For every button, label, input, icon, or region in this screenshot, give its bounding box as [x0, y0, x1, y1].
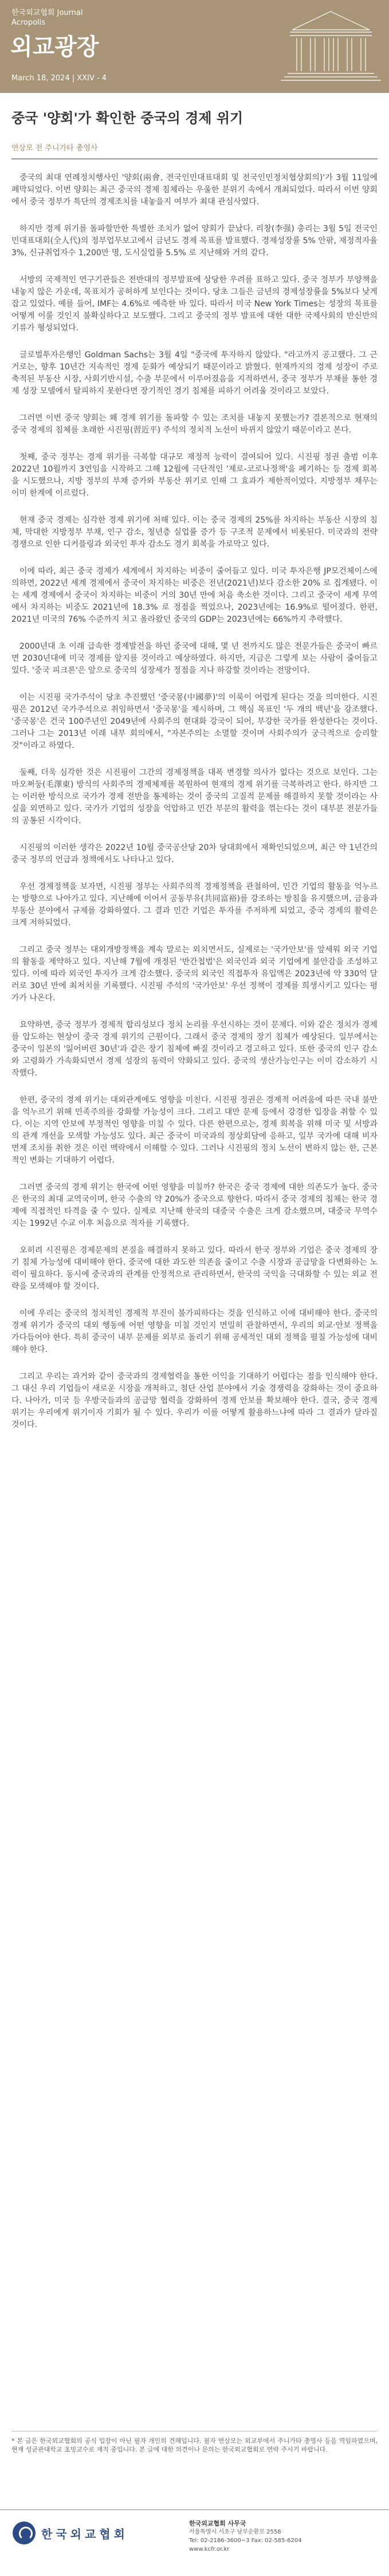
building-emblem-icon	[281, 7, 381, 87]
association-logo-icon	[13, 2522, 36, 2544]
title-divider	[11, 158, 378, 159]
footer-logo	[13, 2519, 144, 2547]
article-paragraph: 이에 따라, 최근 중국 경제가 세계에서 차지하는 비중이 줄어들고 있다. 미국 투자은행 JP모건체이스에 의하면, 2022년 세계 경제에서 중국이 차지하는 비중은 전년(2021년)보다 감소한 20% 로 집계됐다. 이는 세계 경제에서 중국이 차지하는 비중이 거의 30년 만에 처음 축소한 것이다. 그리고 중국이 세계 무역에서 차지하는 비중도 2021년에 18.3% 로 정점을 찍었으나, 2023년에는 16.9%로 떨어졌다. 한편, 2021년 미국의 76% 수준까지 치고 올라왔던 중국의 GDP는 2023년에는 66%까지 추락했다.	[11, 567, 378, 624]
kicker-line2: Acropolis	[11, 18, 46, 27]
article-body	[11, 172, 378, 1446]
author-byline: 연상모 전 주니가타 총영사	[11, 144, 98, 153]
article-paragraph: 그러면 중국의 경제 위기는 한국에 어떤 영향을 미칠까? 한국은 중국 경제에 대한 의존도가 높다. 중국은 한국의 최대 교역국이며, 한국 수출의 약 20%가 중국으로 향한다. 따라서 중국 경제의 침체는 한국 경제에 직접적인 타격을 줄 수 있다. 실제로 지난해 한국의 대중국 수출은 크게 감소했으며, 대중국 무역수지는 1992년 수교 이후 처음으로 적자를 기록했다.	[11, 1183, 378, 1228]
article-paragraph: 이에 우리는 중국의 정치적인 경제적 부진이 불가피하다는 것을 인식하고 이에 대비해야 한다. 중국의 경제 위기가 중국의 대외 행동에 어떤 영향을 미칠 것인지 면밀히 관찰하면서, 우리의 외교·안보 정책을 가다듬어야 한다. 특히 중국이 내부 문제를 외부로 돌리기 위해 공세적인 대외 정책을 펼칠 가능성에 대비해야 한다.	[11, 1309, 378, 1354]
journal-kicker	[11, 8, 82, 28]
footer-logo-text: 한국외교협회	[41, 2527, 128, 2541]
footnote: * 본 글은 한국외교협회의 공식 입장이 아닌 필자 개인의 견해입니다. 필자 연상모는 외교부에서 주니가타 총영사 등을 역임하였으며, 현재 성균관대학교 초빙교수로 재직 중입니다. 본 글에 대한 의견이나 문의는 한국외교협회로 연락 주시기 바랍니다.	[11, 2437, 378, 2453]
journal-title: 외교광장	[10, 33, 99, 60]
article-paragraph: 2000년대 초 이래 급속한 경제발전을 하던 중국에 대해, 몇 년 전까지도 많은 전문가들은 중국이 빠르면 2030년대에 미국 경제를 앞지를 것이라고 예상하였다. 하지만, 지금은 그렇게 보는 사람이 줄어들고 있다. '중국 피크론'은 앞으로 중국의 성장세가 정점을 지나 하강할 것이라는 전망이다.	[11, 642, 378, 675]
article-paragraph: 중국의 최대 연례정치행사인 '양회(兩會, 전국인민대표대회 및 전국인민정치협상회의)'가 3월 11일에 폐막되었다. 이번 양회는 최근 중국의 경제 침체라는 우울한 분위기 속에서 개최되었다. 따라서 이번 양회에서 중국 정부가 특단의 경제조치를 내놓을지 여부가 최대 관심사였다.	[11, 173, 378, 206]
article-paragraph: 우선 경제정책을 보자면, 시진핑 정부는 사회주의적 경제정책을 관철하여, 민간 기업의 활동을 억누르는 방향으로 나아가고 있다. 지난해에 이어서 공동부유(共同富裕)를 강조하는 방침을 유지했으며, 금융과 부동산 분야에서 규제를 강화하였다. 그 결과 민간 기업은 투자를 주저하게 되었고, 중국 경제의 활력은 크게 저하되었다.	[11, 882, 378, 927]
article-paragraph: 그리고 중국 정부는 대외개방정책을 계속 말로는 외치면서도, 실제로는 '국가안보'를 앞세워 외국 기업의 활동을 제약하고 있다. 지난해 7월에 개정된 '반간첩법'은 외국인과 외국 기업에게 불안감을 조성하고 있다. 이에 따라 외국인 투자가 크게 감소했다. 중국의 외국인 직접투자 유입액은 2023년에 약 330억 달러로 30년 만에 최저치를 기록했다. 시진핑 주석의 '국가안보' 우선 정책이 경제를 희생시키고 있다는 평가가 나온다.	[11, 945, 378, 1003]
footer-org-name: 한국외교협회 사무국	[189, 2520, 246, 2527]
article-paragraph: 시진핑의 이러한 생각은 2022년 10월 중국공산당 20차 당대회에서 재확인되었으며, 최근 약 1년간의 중국 정부의 언급과 정책에서도 나타나고 있다.	[11, 843, 378, 864]
article-paragraph: 하지만 경제 위기를 돌파할만한 특별한 조치가 없어 양회가 끝났다. 리창(李强) 총리는 3월 5일 전국인민대표대회(全人代)의 정부업무보고에서 금년도 경제 목표를 발표했다. 경제성장률 5% 안팎, 재정적자율 3%, 신규취업자수 1,200만 명, 도시실업률 5.5% 로 지난해와 거의 같다.	[11, 224, 378, 258]
article-paragraph: 현재 중국 경제는 심각한 경제 위기에 처해 있다. 이는 중국 경제의 25%를 차지하는 부동산 시장의 침체, 막대한 지방정부 부채, 인구 감소, 청년층 실업률 증가 등 구조적 문제에서 비롯된다. 미국과의 전략 경쟁으로 인한 디커플링과 외국인 투자 감소도 경기 회복을 가로막고 있다.	[11, 516, 378, 549]
article-paragraph: 오히려 시진핑은 경제문제의 본질을 해결하지 못하고 있다. 따라서 한국 정부와 기업은 중국 경제의 장기 침체 가능성에 대비해야 한다. 중국에 대한 과도한 의존을 줄이고 수출 시장과 공급망을 다변화하는 노력이 필요하다. 동시에 중국과의 관계를 안정적으로 관리하면서, 한국의 국익을 극대화할 수 있는 외교 전략을 모색해야 할 것이다.	[11, 1246, 378, 1291]
article-paragraph: 글로벌투자은행인 Goldman Sachs는 3월 4일 "중국에 투자하지 않았다. "라고까지 공고했다. 그 근거로는, 향후 10년간 지속적인 경제 둔화가 예상되기 때문이라고 밝혔다. 현재까지의 경제 성장이 주로 축적된 부동산 시장, 사회기반시설, 수출 부문에서 이루어졌음을 지적하면서, 중국 정부가 부채를 통한 경제 성장 모델에서 탈피하지 못한다면 장기적인 경기 침체를 피하기 어려울 것이라고 보았다.	[11, 350, 378, 396]
footer-divider	[0, 2509, 389, 2510]
issue-date: March 18, 2024 | XXIV - 4	[11, 74, 107, 83]
article-paragraph: 첫째, 중국 정부는 경제 위기를 극복할 대규모 재정적 능력이 결여되어 있다. 시진핑 정권 출범 이후 2022년 10월까지 3연임을 시작하고 그해 12월에 극단적인 '제로-코로나정책'을 폐기하는 등 경제 회복을 시도했으나, 지방 정부의 부채 증가와 부동산 위기로 인해 그 효과가 제한적이었다. 지방정부 채무는 이미 한계에 이르렀다.	[11, 453, 378, 498]
header-banner	[0, 0, 389, 93]
article-paragraph: 요약하면, 중국 정부가 경제적 합리성보다 정치 논리를 우선시하는 것이 문제다. 이와 같은 정치가 경제를 압도하는 현상이 중국 경제 위기의 근원이다. 그래서 중국 경제의 장기 침체가 예상된다. 일부에서는 중국이 일본의 '잃어버린 30년'과 같은 장기 침체에 빠질 것이라고 경고하고 있다. 또한 중국의 인구 감소와 고령화가 가속화되면서 경제 성장의 동력이 약화되고 있다. 중국의 생산가능인구는 이미 감소하기 시작했다.	[11, 1020, 378, 1078]
footer-address: 서울특별시 서초구 남부순환로 2558	[189, 2529, 281, 2535]
kicker-line1: 한국외교협회 Journal	[11, 9, 83, 17]
footer-website[interactable]: www.kcfr.or.kr	[189, 2546, 230, 2552]
article-paragraph: 이는 시진핑 국가주석이 당초 추진했던 '중국몽(中國夢)'의 이룩이 어렵게 된다는 것을 의미한다. 시진핑은 2012년 국가주석으로 취임하면서 '중국몽'을 제시하며, 그 핵심 목표인 '두 개의 백년'을 강조했다. '중국몽'은 건국 100주년인 2049년에 사회주의 현대화 강국이 되어, 부강한 국가를 완성한다는 것이다. 그러나 그는 2013년 이래 내부 회의에서, "자본주의는 소멸할 것이며 사회주의가 궁극적으로 승리할 것"이라고 하였다.	[11, 693, 378, 750]
article-paragraph: 그리고 우리는 과거와 같이 중국과의 경제협력을 통한 이익을 기대하기 어렵다는 점을 인식해야 한다. 그 대신 우리 기업들이 새로운 시장을 개척하고, 첨단 산업 분야에서 기술 경쟁력을 강화하는 것이 중요하다. 나아가, 미국 등 우방국들과의 공급망 협력을 강화하여 경제 안보를 확보해야 한다. 결국, 중국 경제 위기는 우리에게 위기이자 기회가 될 수 있다. 우리가 이를 어떻게 활용하느냐에 따라 그 결과가 달라질 것이다.	[11, 1372, 378, 1429]
article-paragraph: 둘째, 더욱 심각한 것은 시진핑이 그간의 경제정책을 대폭 변경할 의사가 없다는 것으로 보인다. 그는 마오쩌둥(毛澤東) 방식의 사회주의 경제체제를 복원하여 현재의 경제 위기를 극복하려고 한다. 하지만 그는 이러한 방식으로 국가가 경제 전반을 통제하는 것이 중국의 고질적 문제를 해결하지 못할 것이라는 사실을 외면하고 있다. 국가가 기업의 성장을 억압하고 민간 부문의 활력을 꺾는다는 것이 대부분 전문가들의 공통된 시각이다.	[11, 768, 378, 825]
footer-phone: Tel: 02-2186-3600~3 Fax: 02-585-6204	[189, 2538, 302, 2544]
footer-contact	[189, 2519, 378, 2554]
article-paragraph: 한편, 중국의 경제 위기는 대외관계에도 영향을 미친다. 시진핑 정권은 경제적 어려움에 따른 국내 불만을 억누르기 위해 민족주의를 강화할 가능성이 크다. 그리고 대만 문제 등에서 강경한 입장을 취할 수 있다. 이는 지역 안보에 부정적인 영향을 미칠 수 있다. 다른 한편으로는, 경제 회복을 위해 미국 및 서방과의 관계 개선을 모색할 가능성도 있다. 최근 중국이 미국과의 정상회담에 응하고, 일부 국가에 대해 비자 면제 조치를 취한 것은 이런 맥락에서 이해할 수 있다. 그러나 시진핑의 정치 노선이 변하지 않는 한, 근본적인 변화는 기대하기 어렵다.	[11, 1096, 378, 1165]
article-paragraph: 서방의 국제적인 연구기관들은 전반대의 정부발표에 상당한 우려를 표하고 있다. 중국 정부가 부양책을 내놓지 않은 가운데, 목표치가 공허하게 보인다는 것이다. 당초 그들은 금년의 경제성장률을 5%보다 낮게 잡고 있었다. 예를 들어, IMF는 4.6%로 예측한 바 있다. 따라서 미국 New York Times는 성장의 목표를 어떻게 이룰 것인지 불확실하다고 보도했다. 그리고 중국의 정부 발표에 대한 대한 국제사회의 반신반의 기류가 형성되었다.	[11, 275, 378, 333]
article-title: 중국 '양회'가 확인한 중국의 경제 위기	[11, 110, 243, 126]
article-paragraph: 그러면 이번 중국 양회는 왜 경제 위기를 돌파할 수 있는 조치를 내놓지 못했는가? 결론적으로 현재의 중국 경제의 침체를 초래한 시진핑(習近平) 주석의 정치적 노선이 바뀌지 않았기 때문이라고 본다.	[11, 414, 378, 435]
